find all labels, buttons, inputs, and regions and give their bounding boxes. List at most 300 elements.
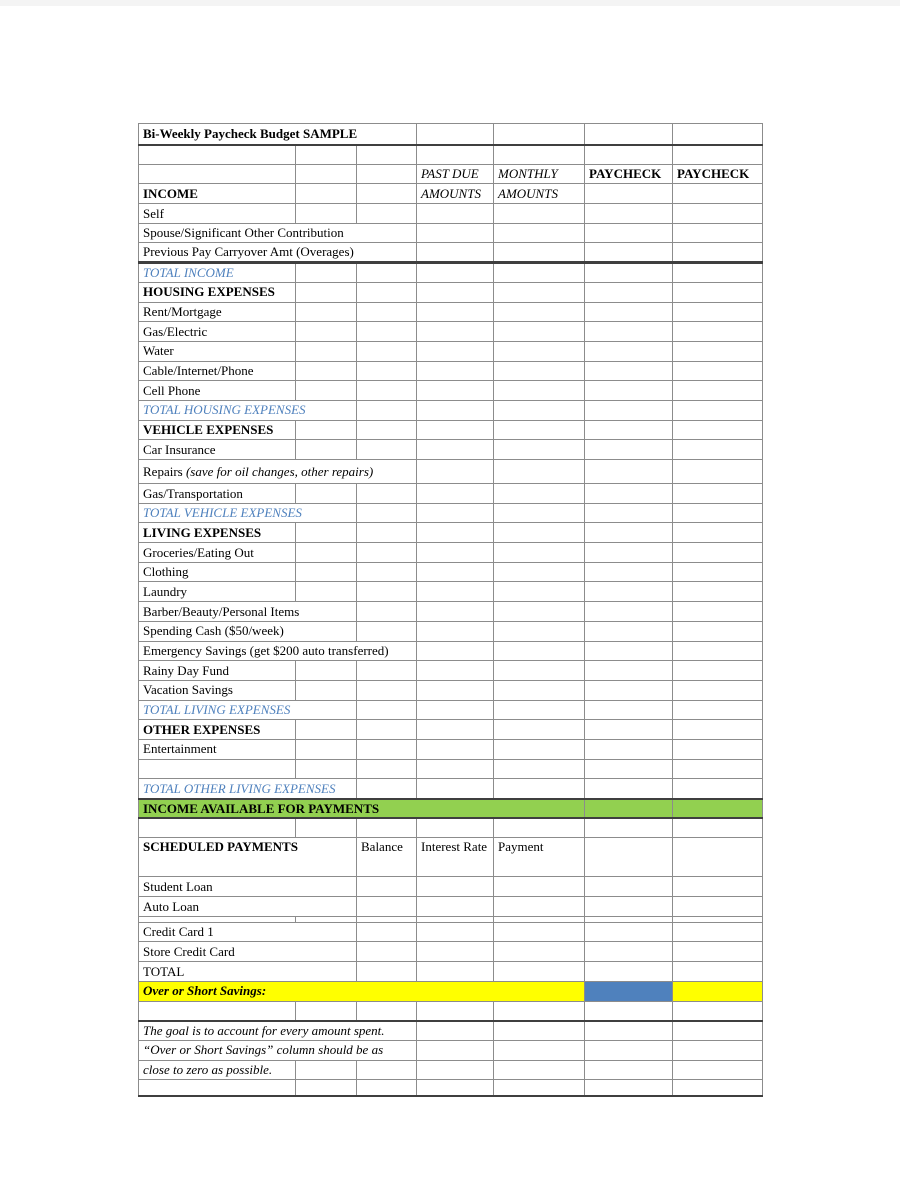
grid-cell: [673, 700, 763, 720]
grid-cell: [585, 341, 673, 361]
grid-cell: [417, 877, 494, 897]
grid-cell: [296, 322, 357, 342]
row-living-section: [139, 523, 763, 543]
grid-cell: [296, 1001, 357, 1021]
row-item-credit-card-1: [139, 922, 763, 942]
grid-cell: [585, 1001, 673, 1021]
grid-cell: [494, 440, 585, 460]
grid-cell: [357, 700, 417, 720]
grid-cell: [585, 523, 673, 543]
grid-cell: [494, 400, 585, 420]
cell-text: HOUSING EXPENSES: [143, 284, 275, 300]
grid-cell: [417, 420, 494, 440]
grid-cell: [585, 779, 673, 799]
grid-cell: [673, 223, 763, 243]
row-item-laundry: [139, 582, 763, 602]
grid-cell: [673, 962, 763, 982]
cell-label: [139, 223, 417, 243]
grid-cell: [673, 799, 763, 819]
row-vehicle-section: [139, 420, 763, 440]
cell-text: MONTHLY: [498, 166, 558, 182]
grid-cell: [296, 204, 357, 224]
cell-text: AMOUNTS: [421, 185, 481, 201]
row-item-water: [139, 341, 763, 361]
grid-cell: [296, 381, 357, 401]
row-empty: [139, 1001, 763, 1021]
grid-cell: [585, 543, 673, 563]
grid-cell: [585, 503, 673, 523]
cell-text: Water: [143, 343, 174, 359]
cell-text: Entertainment: [143, 741, 217, 757]
cell-label: [139, 661, 296, 681]
cell-text: AMOUNTS: [498, 185, 558, 201]
grid-cell: [585, 381, 673, 401]
row-item-groceries: [139, 543, 763, 563]
cell-text: Gas/Electric: [143, 323, 208, 339]
grid-cell: [296, 1080, 357, 1096]
cell-label: [494, 838, 585, 877]
grid-cell: [673, 818, 763, 838]
grid-cell: [417, 341, 494, 361]
grid-cell: [585, 661, 673, 681]
grid-cell: [417, 942, 494, 962]
cell-text: “Over or Short Savings” column should be as: [143, 1042, 384, 1058]
grid-cell: [673, 1080, 763, 1096]
grid-cell: [585, 124, 673, 145]
grid-cell: [585, 720, 673, 740]
grid-cell: [494, 720, 585, 740]
cell-text: Over or Short Savings:: [143, 983, 267, 999]
grid-cell: [417, 400, 494, 420]
grid-cell: [296, 361, 357, 381]
grid-cell: [417, 282, 494, 302]
cell-label: [139, 341, 296, 361]
grid-cell: [417, 263, 494, 283]
cell-label: [139, 680, 296, 700]
cell-label: [139, 361, 296, 381]
grid-cell: [673, 641, 763, 661]
grid-cell: [357, 361, 417, 381]
cell-label: [139, 582, 296, 602]
grid-cell: [673, 440, 763, 460]
grid-cell: [417, 897, 494, 917]
grid-cell: [673, 361, 763, 381]
grid-cell: [417, 302, 494, 322]
grid-cell: [296, 523, 357, 543]
grid-cell: [417, 759, 494, 779]
cell-label: [139, 981, 585, 1001]
grid-cell: [417, 1001, 494, 1021]
grid-cell: [585, 700, 673, 720]
grid-cell: [673, 897, 763, 917]
grid-cell: [357, 897, 417, 917]
grid-cell: [673, 838, 763, 877]
cell-text: Auto Loan: [143, 898, 199, 914]
grid-cell: [494, 322, 585, 342]
grid-cell: [494, 223, 585, 243]
grid-cell: [673, 981, 763, 1001]
cell-text: TOTAL OTHER LIVING EXPENSES: [143, 780, 336, 796]
cell-text: Rainy Day Fund: [143, 662, 229, 678]
grid-cell: [585, 1080, 673, 1096]
grid-cell: [417, 503, 494, 523]
cell-label: [139, 124, 417, 145]
cell-label: [494, 184, 585, 204]
cell-text: TOTAL HOUSING EXPENSES: [143, 402, 306, 418]
grid-cell: [494, 1040, 585, 1060]
grid-cell: [357, 942, 417, 962]
grid-cell: [357, 263, 417, 283]
grid-cell: [673, 680, 763, 700]
grid-cell: [585, 562, 673, 582]
grid-cell: [585, 361, 673, 381]
cell-label: [139, 799, 585, 819]
row-empty: [139, 1080, 763, 1096]
grid-cell: [357, 759, 417, 779]
cell-text: Repairs: [143, 463, 186, 479]
grid-cell: [494, 543, 585, 563]
grid-cell: [417, 440, 494, 460]
row-item-repairs: [139, 460, 763, 484]
cell-label: [139, 1060, 296, 1080]
row-note-2: [139, 1040, 763, 1060]
grid-cell: [417, 700, 494, 720]
row-over-or-short: [139, 981, 763, 1001]
row-income-available: [139, 799, 763, 819]
grid-cell: [494, 1060, 585, 1080]
cell-label: [139, 503, 357, 523]
cell-label: [139, 1021, 417, 1041]
grid-cell: [417, 779, 494, 799]
grid-cell: [357, 922, 417, 942]
grid-cell: [357, 145, 417, 165]
cell-text: Rent/Mortgage: [143, 304, 222, 320]
grid-cell: [417, 223, 494, 243]
grid-cell: [494, 145, 585, 165]
row-item-rent: [139, 302, 763, 322]
grid-cell: [494, 942, 585, 962]
grid-cell: [673, 942, 763, 962]
row-income-section: [139, 184, 763, 204]
cell-label: [585, 164, 673, 184]
grid-cell: [296, 282, 357, 302]
grid-cell: [673, 582, 763, 602]
grid-cell: [417, 322, 494, 342]
cell-text: OTHER EXPENSES: [143, 721, 261, 737]
cell-label: [139, 400, 357, 420]
grid-cell: [296, 420, 357, 440]
grid-cell: [417, 922, 494, 942]
grid-cell: [357, 962, 417, 982]
grid-cell: [673, 759, 763, 779]
row-item-gas-transportation: [139, 484, 763, 504]
cell-label: [139, 302, 296, 322]
grid-cell: [673, 204, 763, 224]
grid-cell: [417, 145, 494, 165]
grid-cell: [417, 124, 494, 145]
cell-text: Student Loan: [143, 878, 213, 894]
grid-cell: [417, 720, 494, 740]
grid-cell: [494, 1001, 585, 1021]
cell-label: [139, 440, 296, 460]
grid-cell: [673, 543, 763, 563]
row-item-rainy-day: [139, 661, 763, 681]
grid-cell: [357, 164, 417, 184]
row-total-income: [139, 263, 763, 283]
cell-text: Payment: [498, 839, 544, 855]
grid-cell: [357, 400, 417, 420]
grid-cell: [357, 184, 417, 204]
grid-cell: [585, 302, 673, 322]
grid-cell: [673, 322, 763, 342]
cell-label: [494, 164, 585, 184]
grid-cell: [673, 381, 763, 401]
grid-cell: [494, 282, 585, 302]
grid-cell: [585, 680, 673, 700]
cell-text: Balance: [361, 839, 403, 855]
grid-cell: [494, 779, 585, 799]
grid-cell: [585, 877, 673, 897]
grid-cell: [357, 440, 417, 460]
grid-cell: [494, 877, 585, 897]
grid-cell: [494, 661, 585, 681]
grid-cell: [357, 739, 417, 759]
cell-label: [357, 838, 417, 877]
grid-cell: [357, 602, 417, 622]
grid-cell: [585, 962, 673, 982]
grid-cell: [417, 523, 494, 543]
grid-cell: [357, 680, 417, 700]
grid-cell: [585, 400, 673, 420]
grid-cell: [357, 779, 417, 799]
cell-label: [139, 282, 296, 302]
grid-cell: [139, 145, 296, 165]
row-item-spending-cash: [139, 621, 763, 641]
row-scheduled-header: [139, 838, 763, 877]
grid-cell: [296, 680, 357, 700]
grid-cell: [673, 145, 763, 165]
grid-cell: [673, 661, 763, 681]
grid-cell: [357, 282, 417, 302]
cell-text: INCOME AVAILABLE FOR PAYMENTS: [143, 800, 380, 816]
cell-text: The goal is to account for every amount spent.: [143, 1022, 385, 1038]
grid-cell: [417, 818, 494, 838]
grid-cell: [357, 543, 417, 563]
grid-cell: [494, 503, 585, 523]
grid-cell: [417, 1021, 494, 1041]
grid-cell: [494, 1080, 585, 1096]
grid-cell: [296, 484, 357, 504]
cell-text: Store Credit Card: [143, 943, 235, 959]
grid-cell: [585, 460, 673, 484]
grid-cell: [494, 818, 585, 838]
cell-text: TOTAL VEHICLE EXPENSES: [143, 505, 302, 521]
cell-label: [139, 562, 296, 582]
grid-cell: [494, 759, 585, 779]
grid-cell: [357, 661, 417, 681]
grid-cell: [417, 680, 494, 700]
grid-cell: [585, 223, 673, 243]
cell-label: [139, 962, 357, 982]
grid-cell: [673, 562, 763, 582]
grid-cell: [494, 523, 585, 543]
grid-cell: [673, 282, 763, 302]
row-item-barber: [139, 602, 763, 622]
cell-text: INCOME: [143, 185, 198, 201]
grid-cell: [296, 739, 357, 759]
grid-cell: [357, 484, 417, 504]
grid-cell: [585, 263, 673, 283]
cell-label: [139, 322, 296, 342]
grid-cell: [417, 204, 494, 224]
row-item-cellphone: [139, 381, 763, 401]
grid-cell: [139, 1080, 296, 1096]
cell-text: Credit Card 1: [143, 924, 214, 940]
grid-cell: [673, 922, 763, 942]
grid-cell: [494, 381, 585, 401]
grid-cell: [357, 1080, 417, 1096]
cell-text: TOTAL LIVING EXPENSES: [143, 702, 291, 718]
grid-cell: [296, 1060, 357, 1080]
grid-cell: [296, 440, 357, 460]
cell-label: [139, 602, 357, 622]
cell-label: [139, 838, 357, 877]
cell-label: [417, 184, 494, 204]
cell-label: [139, 523, 296, 543]
grid-cell: [417, 739, 494, 759]
grid-cell: [357, 1001, 417, 1021]
grid-cell: [585, 322, 673, 342]
grid-cell: [417, 1060, 494, 1080]
row-item-cable: [139, 361, 763, 381]
grid-cell: [585, 440, 673, 460]
grid-cell: [357, 1060, 417, 1080]
cell-text: PAYCHECK: [677, 166, 750, 182]
grid-cell: [357, 204, 417, 224]
grid-cell: [673, 263, 763, 283]
cell-text-italic: (save for oil changes, other repairs): [185, 463, 374, 479]
grid-cell: [494, 641, 585, 661]
row-total-housing: [139, 400, 763, 420]
grid-cell: [417, 1040, 494, 1060]
grid-cell: [585, 282, 673, 302]
grid-cell: [585, 484, 673, 504]
grid-cell: [673, 484, 763, 504]
grid-cell: [673, 243, 763, 263]
grid-cell: [296, 145, 357, 165]
grid-cell: [673, 779, 763, 799]
row-total-living: [139, 700, 763, 720]
row-item-emergency-savings: [139, 641, 763, 661]
grid-cell: [296, 543, 357, 563]
budget-table: [138, 123, 763, 1097]
grid-cell: [585, 582, 673, 602]
cell-text: PAYCHECK: [589, 166, 662, 182]
grid-cell: [417, 562, 494, 582]
grid-cell: [673, 184, 763, 204]
cell-label: [139, 204, 296, 224]
grid-cell: [585, 204, 673, 224]
grid-cell: [417, 361, 494, 381]
grid-cell: [357, 523, 417, 543]
grid-cell: [585, 1060, 673, 1080]
grid-cell: [585, 1040, 673, 1060]
cell-text: Cell Phone: [143, 382, 201, 398]
cell-label: [139, 460, 417, 484]
cell-text: Spending Cash ($50/week): [143, 623, 284, 639]
grid-cell: [417, 1080, 494, 1096]
row-item-vacation: [139, 680, 763, 700]
cell-text: Interest Rate: [421, 839, 488, 855]
cell-label: [139, 779, 357, 799]
row-title: [139, 124, 763, 145]
grid-cell: [494, 460, 585, 484]
grid-cell: [585, 602, 673, 622]
grid-cell: [673, 460, 763, 484]
cell-label: [139, 263, 296, 283]
cell-text: Vacation Savings: [143, 682, 233, 698]
grid-cell: [357, 381, 417, 401]
grid-cell: [585, 641, 673, 661]
cell-label: [139, 484, 296, 504]
grid-cell: [357, 720, 417, 740]
grid-cell: [494, 897, 585, 917]
grid-cell: [357, 322, 417, 342]
cell-text: Groceries/Eating Out: [143, 544, 254, 560]
grid-cell: [673, 400, 763, 420]
cell-text: Clothing: [143, 564, 189, 580]
grid-cell: [417, 602, 494, 622]
cell-text: Previous Pay Carryover Amt (Overages): [143, 244, 354, 260]
grid-cell: [417, 543, 494, 563]
cell-label: [139, 700, 357, 720]
grid-cell: [357, 302, 417, 322]
grid-cell: [296, 184, 357, 204]
cell-label: [139, 897, 357, 917]
grid-cell: [296, 562, 357, 582]
row-item-gas-electric: [139, 322, 763, 342]
grid-cell: [585, 621, 673, 641]
cell-text: TOTAL INCOME: [143, 265, 234, 281]
grid-cell: [673, 341, 763, 361]
cell-text: Bi-Weekly Paycheck Budget SAMPLE: [143, 125, 358, 141]
grid-cell: [417, 484, 494, 504]
cell-text: Cable/Internet/Phone: [143, 363, 254, 379]
grid-cell: [296, 661, 357, 681]
grid-cell: [585, 799, 673, 819]
page-edge: [0, 0, 900, 6]
cell-text: TOTAL: [143, 963, 185, 979]
grid-cell: [494, 922, 585, 942]
grid-cell: [494, 484, 585, 504]
row-note-1: [139, 1021, 763, 1041]
cell-label: [139, 621, 357, 641]
grid-cell: [494, 124, 585, 145]
grid-cell: [494, 361, 585, 381]
grid-cell: [357, 562, 417, 582]
grid-cell: [357, 582, 417, 602]
grid-cell: [585, 922, 673, 942]
cell-text: Spouse/Significant Other Contribution: [143, 225, 344, 241]
grid-cell: [417, 661, 494, 681]
grid-cell: [673, 420, 763, 440]
row-item-spouse: [139, 223, 763, 243]
cell-label: [139, 243, 417, 263]
cell-label: [139, 381, 296, 401]
row-total-vehicle: [139, 503, 763, 523]
cell-text: Emergency Savings (get $200 auto transferred): [143, 643, 389, 659]
row-item-self: [139, 204, 763, 224]
